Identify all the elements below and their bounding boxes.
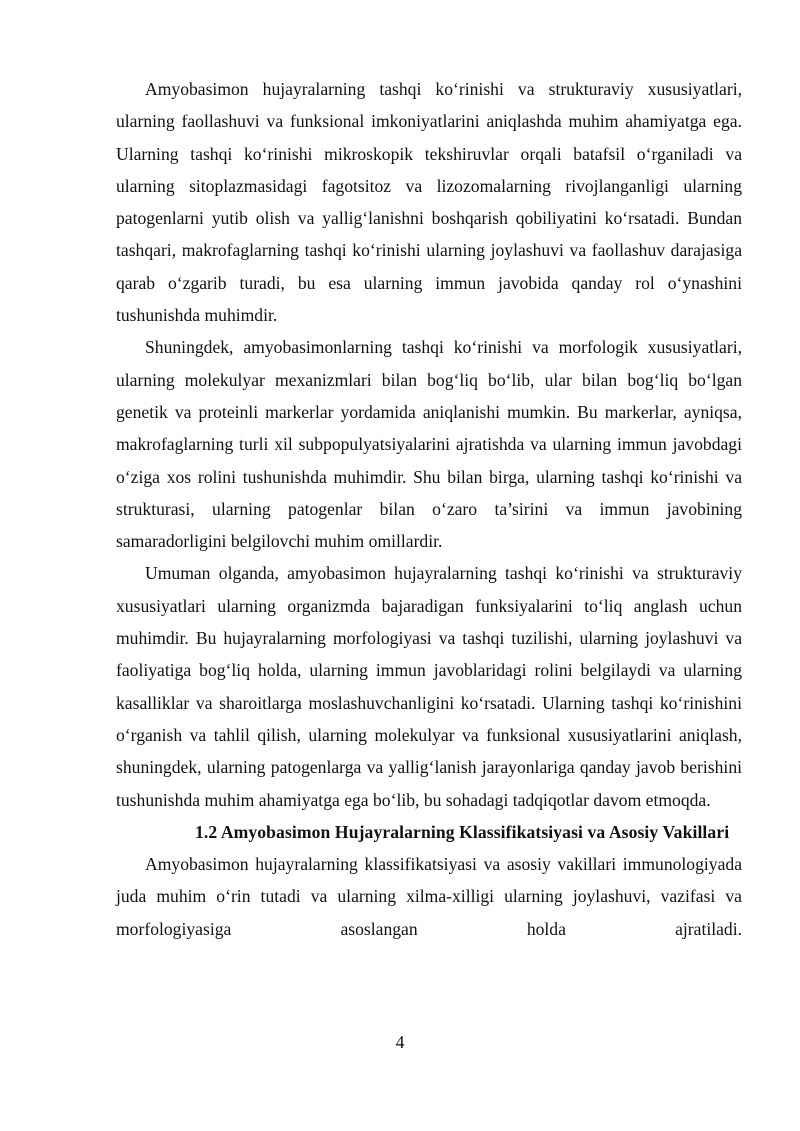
paragraph-2: Shuningdek, amyobasimonlarning tashqi ko‘rinishi va morfologik xususiyatlari, ularning molekulyar mexanizmlari bilan bog‘liq bo‘lib, ular bilan bog‘liq bo‘lgan genetik va proteinli markerlar yordamida aniqlanishi mumkin. Bu markerlar, ayniqsa, makrofaglarning turli xil subpopulyatsiyalarini ajratishda va ularning immun javobdagi o‘ziga xos rolini tushunishda muhimdir. Shu bilan birga, ularning tashqi ko‘rinishi va strukturasi, ularning patogenlar bilan o‘zaro ta’sirini va immun javobining samaradorligini belgilovchi muhim omillardir. (116, 337, 742, 552)
page-number: 4 (395, 1032, 405, 1052)
section-heading: 1.2 Amyobasimon Hujayralarning Klassifikatsiyasi va Asosiy Vakillari (195, 821, 730, 842)
page-body (116, 73, 742, 945)
paragraph-3: Umuman olganda, amyobasimon hujayralarning tashqi ko‘rinishi va strukturaviy xususiyatlari ularning organizmda bajaradigan funksiyalarini to‘liq anglash uchun muhimdir. Bu hujayralarning morfologiyasi va tashqi tuzilishi, ularning joylashuvi va faoliyatiga bog‘liq holda, ularning immun javoblaridagi rolini belgilaydi va ularning kasalliklar va sharoitlarga moslashuvchanligini ko‘rsatadi. Ularning tashqi ko‘rinishini o‘rganish va tahlil qilish, ularning molekulyar va funksional xususiyatlarini aniqlash, shuningdek, ularning patogenlarga va yallig‘lanish jarayonlariga qanday javob berishini tushunishda muhim ahamiyatga ega bo‘lib, bu sohadagi tadqiqotlar davom etmoqda. (116, 563, 742, 810)
paragraph-4: Amyobasimon hujayralarning klassifikatsiyasi va asosiy vakillari immunologiyada juda muhim o‘rin tutadi va ularning xilma-xilligi ularning joylashuvi, vazifasi va morfologiyasiga asoslangan holda ajratiladi. (116, 854, 742, 939)
paragraph-1: Amyobasimon hujayralarning tashqi ko‘rinishi va strukturaviy xususiyatlari, ularning faollashuvi va funksional imkoniyatlarini aniqlashda muhim ahamiyatga ega. Ularning tashqi ko‘rinishi mikroskopik tekshiruvlar orqali batafsil o‘rganiladi va ularning sitoplazmasidagi fagotsitoz va lizozomalarning rivojlanganligi ularning patogenlarni yutib olish va yallig‘lanishni boshqarish qobiliyatini ko‘rsatadi. Bundan tashqari, makrofaglarning tashqi ko‘rinishi ularning joylashuvi va faollashuv darajasiga qarab o‘zgarib turadi, bu esa ularning immun javobida qanday rol o‘ynashini tushunishda muhimdir. (116, 79, 742, 326)
